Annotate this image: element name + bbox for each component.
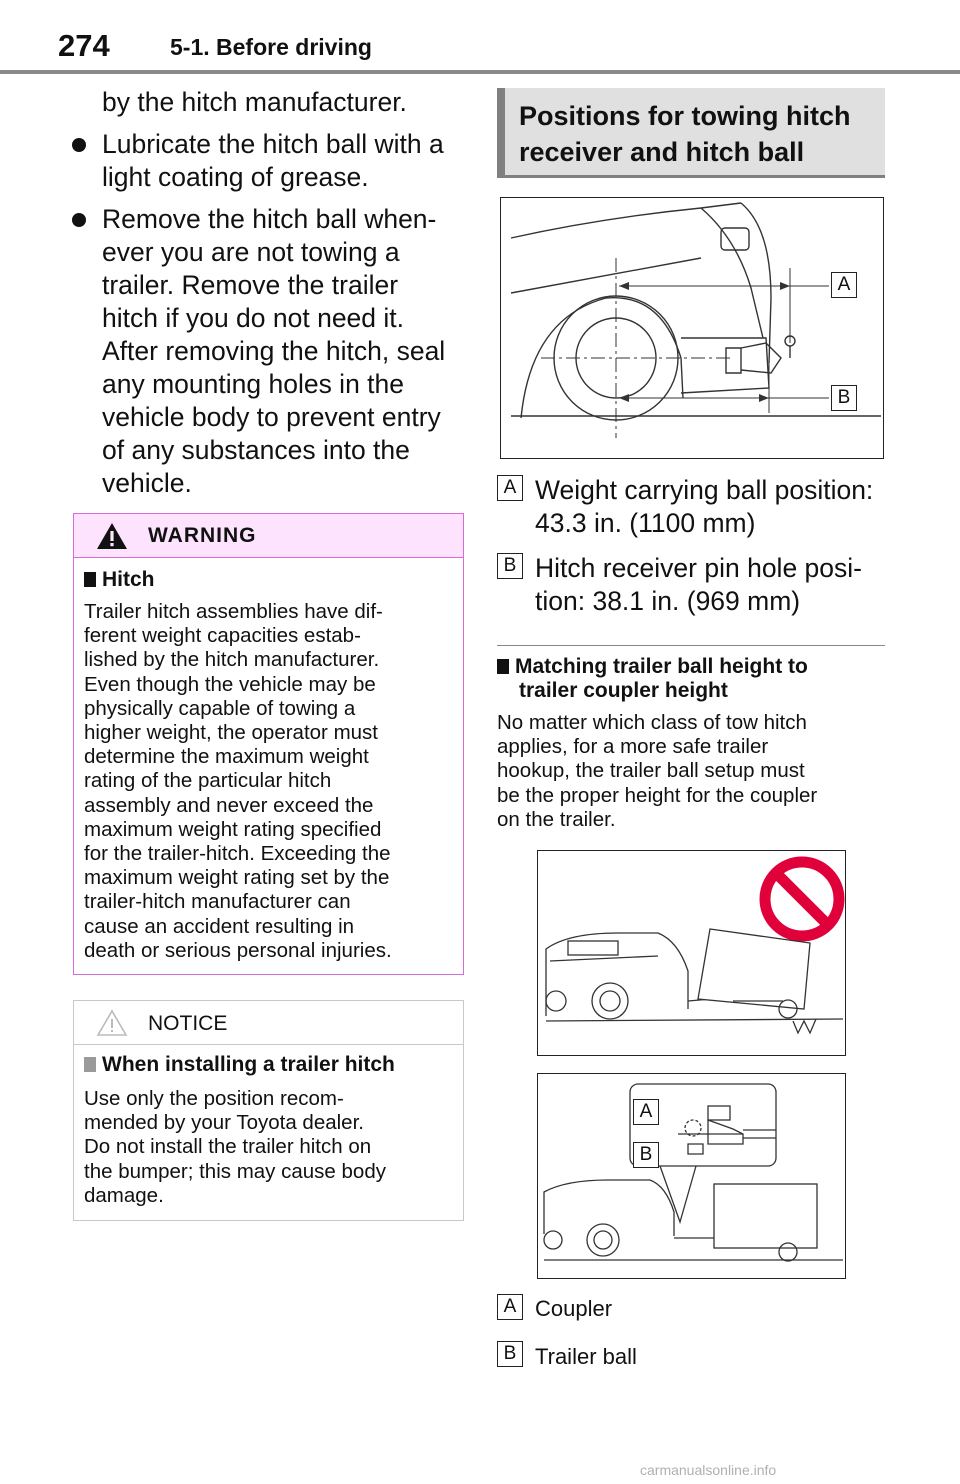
legend-label-a: A (497, 1294, 523, 1320)
caution-triangle-icon (96, 1009, 128, 1037)
notice-body: Use only the position recom- mended by your Toyota dealer. Do not install the trailer hitch on the bumper; this may cause body damage. (84, 1087, 386, 1207)
item-b-line-1: Hitch receiver pin hole posi- (535, 553, 862, 583)
warning-title: WARNING (148, 524, 257, 547)
item-a-line-2: 43.3 in. (1100 mm) (535, 508, 756, 538)
positions-heading: Positions for towing hitch receiver and hitch ball (519, 101, 851, 167)
warning-subheading: Hitch (84, 568, 155, 592)
figure-label-a: A (831, 272, 857, 298)
bullet-text-2-line-7: vehicle body to prevent entry (102, 402, 441, 432)
square-bullet-icon (84, 1057, 96, 1072)
watermark: carmanualsonline.info (640, 1462, 777, 1478)
notice-title: NOTICE (148, 1012, 228, 1035)
warning-body: Trailer hitch assemblies have dif- ferent weight capacities estab- lished by the hitch manufacturer. Even though the vehicle may be physically capable of towing a higher weight, the operator must determine the maximum weight rating of the particular hitch assembly and never exceed the maximum weight rating specified for the trailer-hitch. Exceeding the maximum weight rating set by the trailer-hitch manufacturer can cause an accident resulting in death or serious personal injuries. (84, 600, 392, 962)
callout-label-a: A (633, 1099, 659, 1125)
notice-header (74, 1001, 463, 1045)
warning-box (73, 513, 464, 975)
page-number: 274 (58, 28, 110, 63)
square-bullet-icon (84, 572, 96, 587)
item-label-a: A (497, 475, 523, 501)
section-title: 5-1. Before driving (170, 34, 372, 60)
bullet-text-2-line-2: ever you are not towing a (102, 237, 400, 267)
item-b-line-2: tion: 38.1 in. (969 mm) (535, 586, 801, 616)
bullet-text-2-line-4: hitch if you do not need it. (102, 303, 405, 333)
figure-label-b: B (831, 385, 857, 411)
bullet-text-1-line-2: light coating of grease. (102, 162, 369, 192)
bullet-text-2-line-6: any mounting holes in the (102, 369, 405, 399)
matching-body: No matter which class of tow hitch applies, for a more safe trailer hookup, the trailer ball setup must be the proper height for the coupler on the trailer. (497, 711, 818, 831)
legend-label-b: B (497, 1341, 523, 1367)
prohibited-icon (765, 862, 839, 936)
vehicle-rear-illustration (501, 198, 885, 460)
header-rule (0, 70, 960, 74)
continued-text: by the hitch manufacturer. (102, 87, 407, 117)
bullet-text-2-line-3: trailer. Remove the trailer (102, 270, 399, 300)
trailer-level-illustration (538, 1074, 847, 1280)
warning-triangle-icon (96, 522, 128, 550)
page-header (0, 0, 960, 78)
bullet-icon (72, 213, 86, 227)
subsection-rule (497, 645, 885, 646)
callout-label-b: B (633, 1142, 659, 1168)
positions-heading-box (497, 88, 885, 178)
bullet-text-2-line-5: After removing the hitch, seal (102, 336, 446, 366)
bullet-text-1-line-1: Lubricate the hitch ball with a (102, 129, 444, 159)
matching-heading: Matching trailer ball height to trailer coupler height (497, 655, 885, 703)
bullet-text-2-line-8: of any substances into the (102, 435, 410, 465)
bullet-text-2-line-1: Remove the hitch ball when- (102, 204, 437, 234)
legend-text-coupler: Coupler (535, 1296, 613, 1321)
notice-subheading: When installing a trailer hitch (84, 1053, 395, 1077)
warning-header (74, 514, 463, 558)
hitch-position-figure (500, 197, 884, 459)
legend-text-trailer-ball: Trailer ball (535, 1344, 637, 1369)
incorrect-height-figure (537, 850, 846, 1056)
correct-height-figure (537, 1073, 846, 1279)
trailer-tilted-illustration (538, 851, 847, 1057)
notice-box (73, 1000, 464, 1221)
bullet-text-2-line-9: vehicle. (102, 468, 192, 498)
item-label-b: B (497, 553, 523, 579)
item-a-line-1: Weight carrying ball position: (535, 475, 874, 505)
bullet-icon (72, 138, 86, 152)
square-bullet-icon (497, 659, 509, 674)
